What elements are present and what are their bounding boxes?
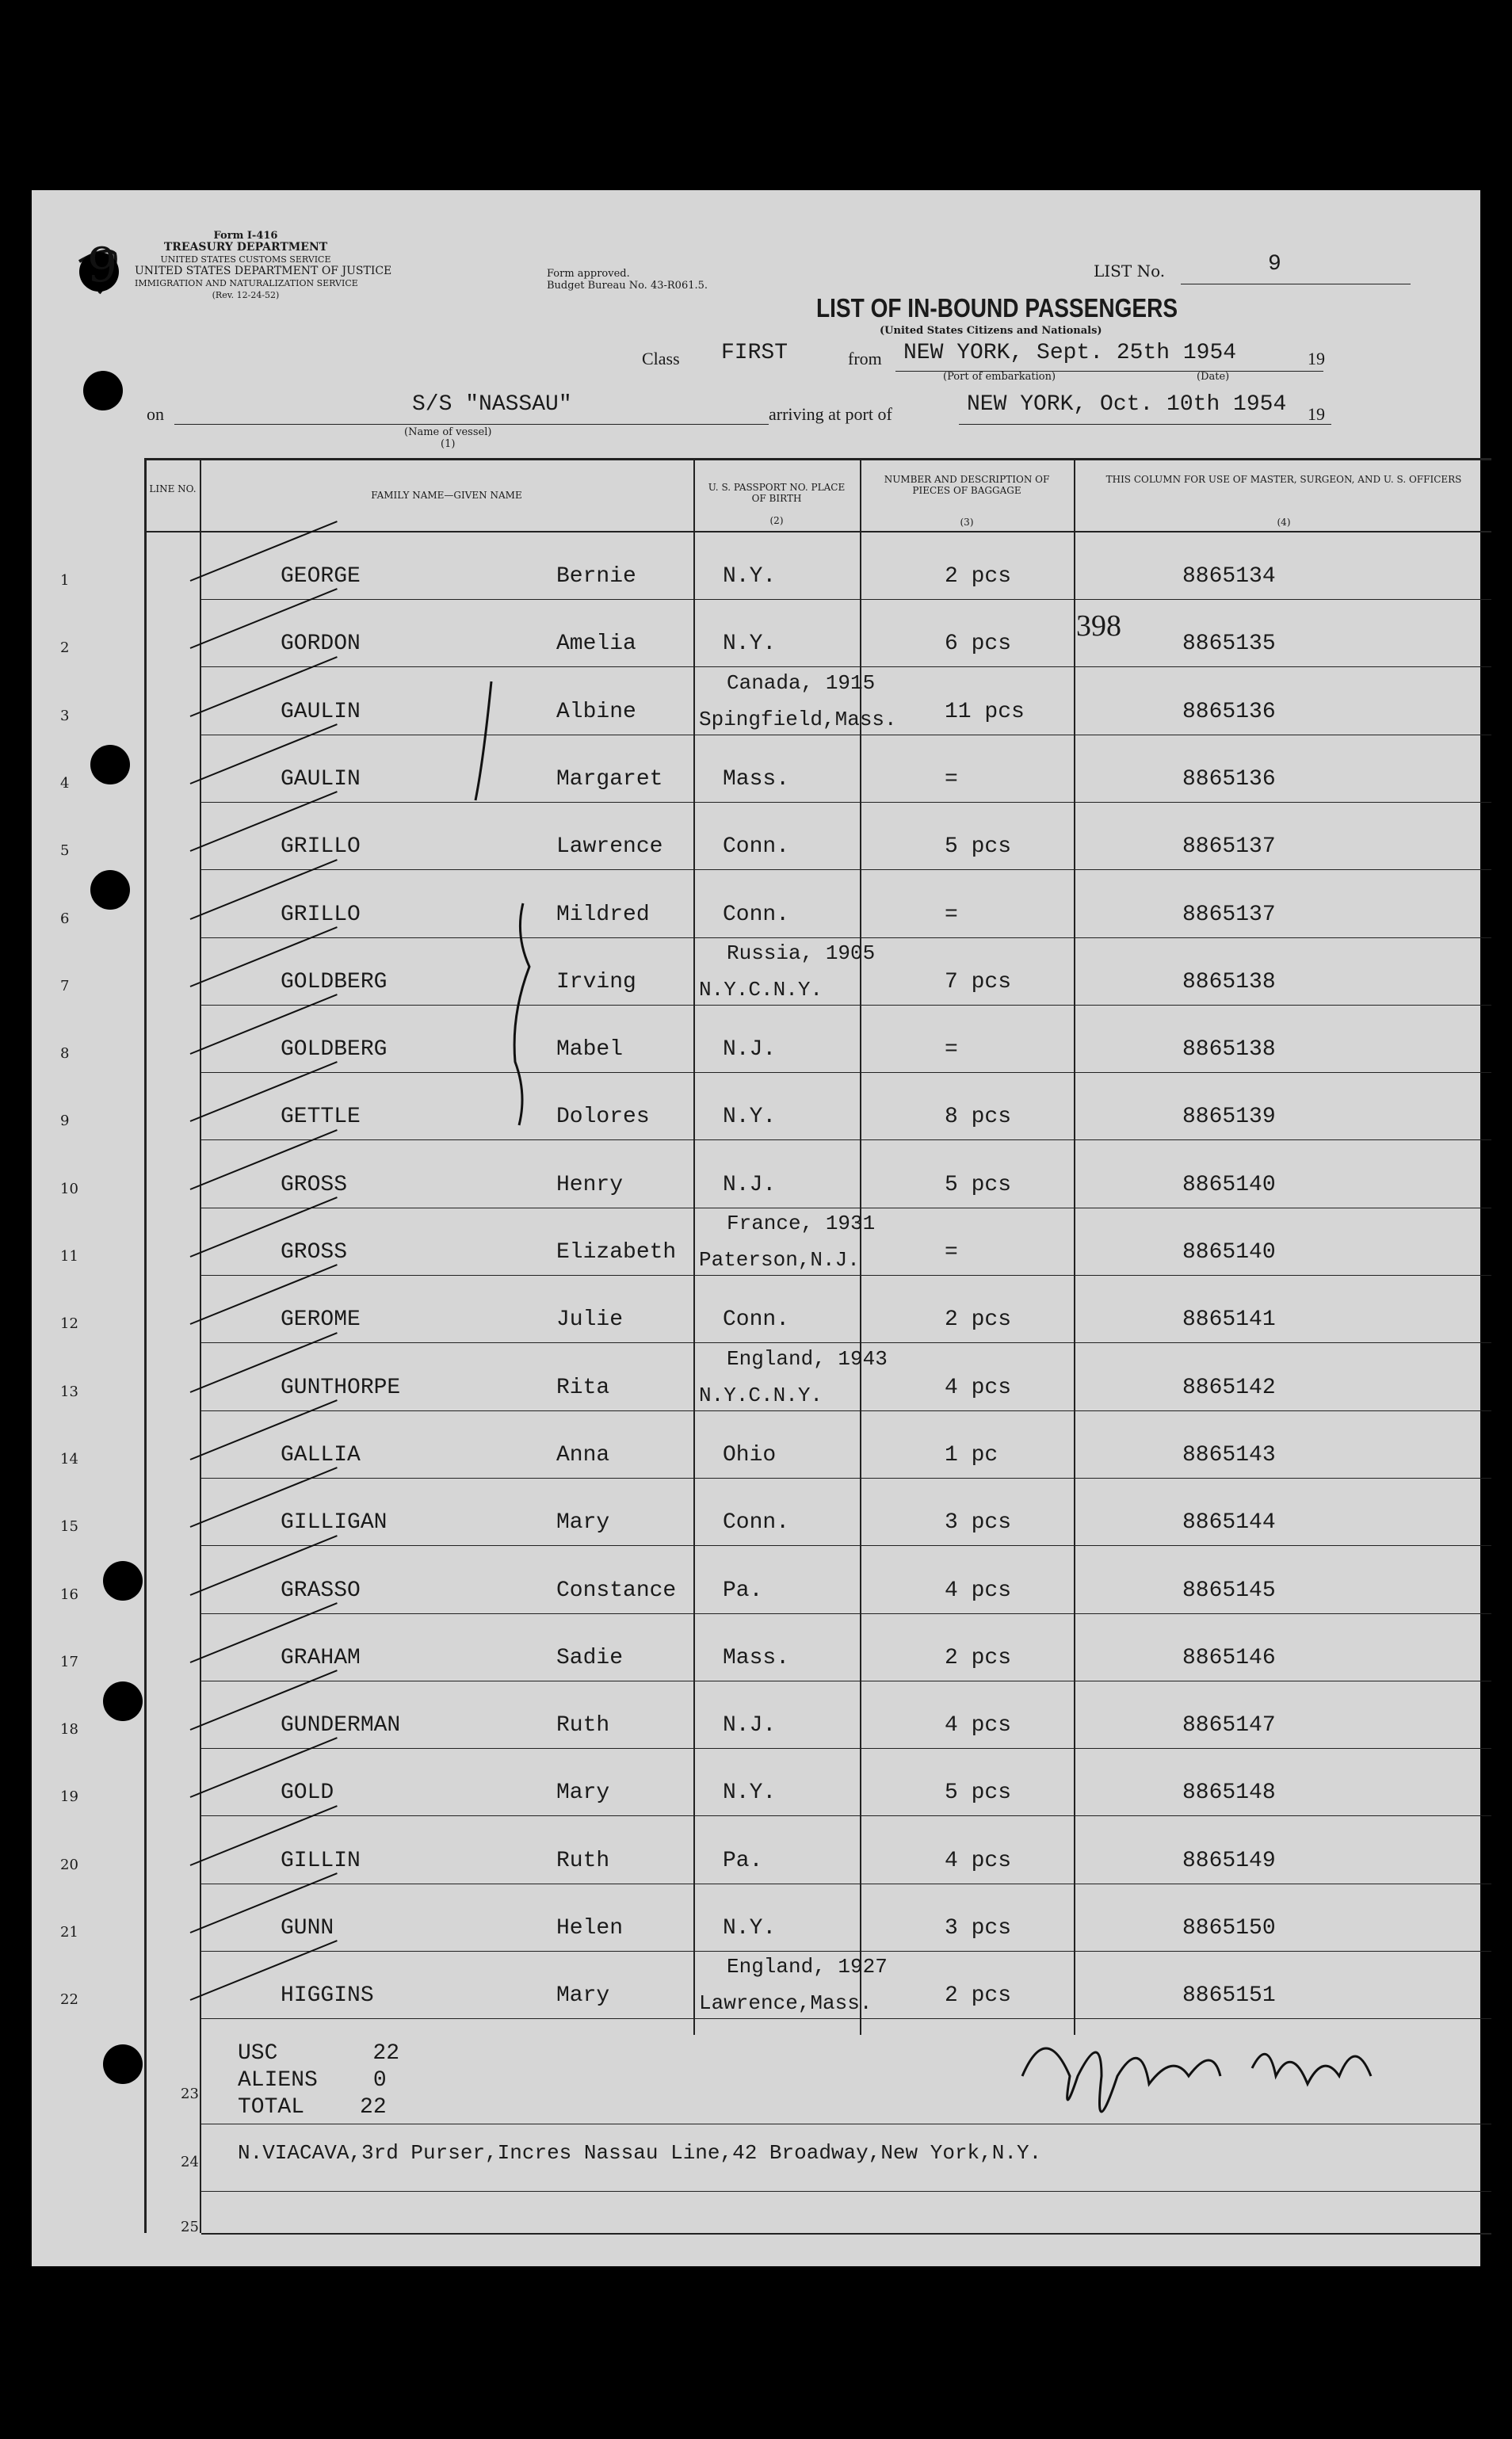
line-number: 20 bbox=[60, 1856, 78, 1873]
baggage-count: 6 pcs bbox=[945, 632, 1012, 657]
given-name: Irving bbox=[556, 969, 636, 994]
binder-hole bbox=[90, 870, 130, 910]
baggage-count: 5 pcs bbox=[945, 1781, 1012, 1806]
officer-number: 8865144 bbox=[1182, 1510, 1276, 1536]
line-number-25: 25 bbox=[181, 2219, 199, 2235]
binder-hole bbox=[83, 371, 123, 410]
baggage-count: 2 pcs bbox=[945, 1307, 1012, 1333]
line-number: 15 bbox=[60, 1518, 78, 1536]
form-number: Form I-416 bbox=[213, 230, 278, 242]
line-number-24: 24 bbox=[181, 2154, 199, 2170]
family-name: GAULIN bbox=[281, 699, 361, 724]
line-number: 22 bbox=[60, 1991, 78, 2009]
line-number: 8 bbox=[60, 1045, 70, 1063]
officer-number: 8865150 bbox=[1182, 1916, 1276, 1941]
page-title: LIST OF IN-BOUND PASSENGERS bbox=[816, 293, 1178, 323]
class-value: FIRST bbox=[721, 341, 788, 365]
given-name: Constance bbox=[556, 1578, 677, 1603]
officer-number: 8865134 bbox=[1182, 564, 1276, 589]
handwritten-note: 9 bbox=[87, 238, 118, 293]
arriving-label: arriving at port of bbox=[769, 404, 892, 424]
date-caption: (Date) bbox=[1197, 371, 1230, 383]
col-header-baggage-no: (3) bbox=[960, 517, 974, 528]
place-of-birth: Spingfield,Mass. bbox=[699, 707, 897, 731]
baggage-count: 5 pcs bbox=[945, 834, 1012, 860]
officer-number: 8865136 bbox=[1182, 766, 1276, 792]
list-number-value: 9 bbox=[1268, 252, 1281, 277]
on-label: on bbox=[147, 404, 164, 424]
family-name: GILLIGAN bbox=[281, 1510, 388, 1536]
from-label: from bbox=[848, 349, 882, 368]
line-number: 9 bbox=[60, 1113, 70, 1130]
place-of-birth: N.Y.C.N.Y. bbox=[699, 1383, 823, 1407]
binder-hole bbox=[103, 1681, 143, 1721]
baggage-count: 2 pcs bbox=[945, 1645, 1012, 1670]
given-name: Ruth bbox=[556, 1848, 610, 1873]
line-number: 2 bbox=[60, 639, 70, 657]
family-name: GUNDERMAN bbox=[281, 1713, 401, 1739]
embarkation-value: NEW YORK, Sept. 25th 1954 bbox=[903, 341, 1237, 365]
line-number: 7 bbox=[60, 977, 70, 994]
family-name: GUNN bbox=[281, 1916, 334, 1941]
given-name: Anna bbox=[556, 1442, 610, 1468]
budget-bureau: Budget Bureau No. 43-R061.5. bbox=[547, 280, 708, 292]
officer-number: 8865143 bbox=[1182, 1442, 1276, 1468]
birth-country-year: Canada, 1915 bbox=[727, 670, 876, 695]
usc-label: USC bbox=[238, 2041, 278, 2066]
col-header-passport-no: (2) bbox=[769, 515, 784, 526]
line-number: 10 bbox=[60, 1180, 78, 1197]
officer-number: 8865145 bbox=[1182, 1578, 1276, 1603]
given-name: Lawrence bbox=[556, 834, 663, 860]
officer-number: 8865142 bbox=[1182, 1375, 1276, 1400]
line-number: 16 bbox=[60, 1586, 78, 1603]
given-name: Dolores bbox=[556, 1105, 650, 1130]
family-name: GRASSO bbox=[281, 1578, 361, 1603]
officer-number: 8865139 bbox=[1182, 1105, 1276, 1130]
family-name: GUNTHORPE bbox=[281, 1375, 401, 1400]
handwritten-marks bbox=[32, 190, 1480, 2266]
list-number-label: LIST No. bbox=[1094, 261, 1166, 281]
line-number: 12 bbox=[60, 1315, 78, 1333]
given-name: Mabel bbox=[556, 1037, 624, 1063]
year-suffix-2: 19 bbox=[1308, 404, 1325, 424]
family-name: GALLIA bbox=[281, 1442, 361, 1468]
place-of-birth: Conn. bbox=[723, 834, 790, 860]
line-number: 3 bbox=[60, 707, 70, 724]
line-number: 11 bbox=[60, 1248, 78, 1265]
place-of-birth: N.J. bbox=[723, 1037, 777, 1063]
col-header-passport: U. S. PASSPORT NO. PLACE OF BIRTH bbox=[708, 482, 846, 504]
officer-number: 8865140 bbox=[1182, 1240, 1276, 1265]
col-header-baggage: NUMBER AND DESCRIPTION OF PIECES OF BAGGAGE bbox=[884, 474, 1050, 496]
baggage-count: 7 pcs bbox=[945, 969, 1012, 994]
aliens-label: ALIENS bbox=[238, 2068, 318, 2093]
officer-number: 8865147 bbox=[1182, 1713, 1276, 1739]
given-name: Ruth bbox=[556, 1713, 610, 1739]
family-name: GEORGE bbox=[281, 564, 361, 589]
year-suffix: 19 bbox=[1308, 349, 1325, 368]
given-name: Rita bbox=[556, 1375, 610, 1400]
place-of-birth: Paterson,N.J. bbox=[699, 1248, 860, 1272]
ins-service: IMMIGRATION AND NATURALIZATION SERVICE bbox=[135, 278, 358, 288]
line-number: 5 bbox=[60, 842, 70, 860]
justice-dept: UNITED STATES DEPARTMENT OF JUSTICE bbox=[135, 265, 392, 277]
place-of-birth: Conn. bbox=[723, 1510, 790, 1536]
family-name: GETTLE bbox=[281, 1105, 361, 1130]
baggage-count: = bbox=[945, 766, 958, 792]
baggage-count: 2 pcs bbox=[945, 1983, 1012, 2009]
officer-number: 8865148 bbox=[1182, 1781, 1276, 1806]
vessel-caption-no: (1) bbox=[441, 438, 456, 450]
form-approved: Form approved. bbox=[547, 268, 630, 280]
given-name: Mary bbox=[556, 1983, 610, 2009]
vessel-name: S/S "NASSAU" bbox=[412, 392, 572, 417]
officer-number: 8865138 bbox=[1182, 1037, 1276, 1063]
given-name: Mary bbox=[556, 1510, 610, 1536]
place-of-birth: Conn. bbox=[723, 902, 790, 927]
total-count: 22 bbox=[360, 2095, 387, 2120]
col-header-line: LINE NO. bbox=[149, 483, 197, 494]
birth-country-year: England, 1927 bbox=[727, 1955, 888, 1979]
line-number: 21 bbox=[60, 1924, 78, 1941]
officer-number: 8865151 bbox=[1182, 1983, 1276, 2009]
family-name: GEROME bbox=[281, 1307, 361, 1333]
given-name: Albine bbox=[556, 699, 636, 724]
birth-country-year: Russia, 1905 bbox=[727, 941, 876, 965]
officer-number: 8865140 bbox=[1182, 1172, 1276, 1197]
officer-number: 8865138 bbox=[1182, 969, 1276, 994]
page-subtitle: (United States Citizens and Nationals) bbox=[880, 325, 1102, 337]
place-of-birth: N.Y.C.N.Y. bbox=[699, 977, 823, 1002]
baggage-count: 5 pcs bbox=[945, 1172, 1012, 1197]
baggage-count: 8 pcs bbox=[945, 1105, 1012, 1130]
officer-number: 8865141 bbox=[1182, 1307, 1276, 1333]
family-name: GILLIN bbox=[281, 1848, 361, 1873]
class-label: Class bbox=[642, 349, 680, 368]
given-name: Mary bbox=[556, 1781, 610, 1806]
place-of-birth: N.Y. bbox=[723, 1781, 777, 1806]
vessel-caption-text: (Name of vessel) bbox=[404, 426, 492, 438]
binder-hole bbox=[90, 745, 130, 784]
line-number: 4 bbox=[60, 774, 70, 792]
stamp-398: 398 bbox=[1076, 609, 1121, 643]
given-name: Bernie bbox=[556, 564, 636, 589]
family-name: GRILLO bbox=[281, 902, 361, 927]
place-of-birth: Lawrence,Mass. bbox=[699, 1991, 872, 2016]
place-of-birth: N.Y. bbox=[723, 1105, 777, 1130]
baggage-count: 1 pc bbox=[945, 1442, 998, 1468]
line-number: 17 bbox=[60, 1653, 78, 1670]
given-name: Sadie bbox=[556, 1645, 624, 1670]
baggage-count: 3 pcs bbox=[945, 1916, 1012, 1941]
place-of-birth: N.J. bbox=[723, 1172, 777, 1197]
line-number: 6 bbox=[60, 910, 70, 927]
line-number: 14 bbox=[60, 1450, 78, 1468]
officer-number: 8865146 bbox=[1182, 1645, 1276, 1670]
place-of-birth: Pa. bbox=[723, 1578, 763, 1603]
total-label: TOTAL bbox=[238, 2095, 305, 2120]
family-name: GAULIN bbox=[281, 766, 361, 792]
place-of-birth: N.J. bbox=[723, 1713, 777, 1739]
family-name: GROSS bbox=[281, 1172, 348, 1197]
officer-number: 8865135 bbox=[1182, 632, 1276, 657]
officer-number: 8865136 bbox=[1182, 699, 1276, 724]
given-name: Henry bbox=[556, 1172, 624, 1197]
family-name: GROSS bbox=[281, 1240, 348, 1265]
col-header-name: FAMILY NAME—GIVEN NAME bbox=[371, 490, 522, 501]
place-of-birth: N.Y. bbox=[723, 1916, 777, 1941]
birth-country-year: England, 1943 bbox=[727, 1346, 888, 1371]
baggage-count: 3 pcs bbox=[945, 1510, 1012, 1536]
place-of-birth: Mass. bbox=[723, 1645, 790, 1670]
baggage-count: = bbox=[945, 1037, 958, 1063]
given-name: Julie bbox=[556, 1307, 624, 1333]
line-number: 18 bbox=[60, 1721, 78, 1739]
place-of-birth: Pa. bbox=[723, 1848, 763, 1873]
given-name: Mildred bbox=[556, 902, 650, 927]
family-name: GRILLO bbox=[281, 834, 361, 860]
place-of-birth: N.Y. bbox=[723, 632, 777, 657]
baggage-count: 4 pcs bbox=[945, 1848, 1012, 1873]
officer-number: 8865149 bbox=[1182, 1848, 1276, 1873]
customs-service: UNITED STATES CUSTOMS SERVICE bbox=[160, 254, 331, 265]
binder-hole bbox=[103, 2044, 143, 2084]
birth-country-year: France, 1931 bbox=[727, 1212, 876, 1235]
place-of-birth: N.Y. bbox=[723, 564, 777, 589]
given-name: Margaret bbox=[556, 766, 663, 792]
family-name: GOLDBERG bbox=[281, 1037, 388, 1063]
revision-date: (Rev. 12-24-52) bbox=[212, 290, 280, 300]
baggage-count: = bbox=[945, 1240, 958, 1265]
col-header-officers-no: (4) bbox=[1277, 517, 1291, 528]
binder-hole bbox=[103, 1561, 143, 1601]
treasury-dept: TREASURY DEPARTMENT bbox=[163, 241, 328, 254]
family-name: HIGGINS bbox=[281, 1983, 374, 2009]
baggage-count: = bbox=[945, 902, 958, 927]
form-sheet bbox=[32, 190, 1480, 2266]
given-name: Elizabeth bbox=[556, 1240, 677, 1265]
place-of-birth: Mass. bbox=[723, 766, 790, 792]
purser-line: N.VIACAVA,3rd Purser,Incres Nassau Line,42 Broadway,New York,N.Y. bbox=[238, 2141, 1042, 2165]
line-number: 19 bbox=[60, 1788, 78, 1806]
given-name: Helen bbox=[556, 1916, 624, 1941]
family-name: GRAHAM bbox=[281, 1645, 361, 1670]
baggage-count: 2 pcs bbox=[945, 564, 1012, 589]
officer-number: 8865137 bbox=[1182, 834, 1276, 860]
line-number: 1 bbox=[60, 572, 70, 589]
baggage-count: 4 pcs bbox=[945, 1713, 1012, 1739]
col-header-officers: THIS COLUMN FOR USE OF MASTER, SURGEON, AND U. S. OFFICERS bbox=[1105, 474, 1462, 485]
given-name: Amelia bbox=[556, 632, 636, 657]
baggage-count: 11 pcs bbox=[945, 699, 1025, 724]
line-number-23: 23 bbox=[181, 2086, 199, 2102]
baggage-count: 4 pcs bbox=[945, 1375, 1012, 1400]
line-number: 13 bbox=[60, 1383, 78, 1400]
usc-count: 22 bbox=[372, 2041, 400, 2066]
arrival-value: NEW YORK, Oct. 10th 1954 bbox=[967, 392, 1287, 417]
family-name: GOLD bbox=[281, 1781, 334, 1806]
place-of-birth: Conn. bbox=[723, 1307, 790, 1333]
family-name: GOLDBERG bbox=[281, 969, 388, 994]
family-name: GORDON bbox=[281, 632, 361, 657]
place-of-birth: Ohio bbox=[723, 1442, 777, 1468]
officer-number: 8865137 bbox=[1182, 902, 1276, 927]
baggage-count: 4 pcs bbox=[945, 1578, 1012, 1603]
aliens-count: 0 bbox=[372, 2068, 387, 2093]
port-embark-caption: (Port of embarkation) bbox=[943, 371, 1056, 383]
